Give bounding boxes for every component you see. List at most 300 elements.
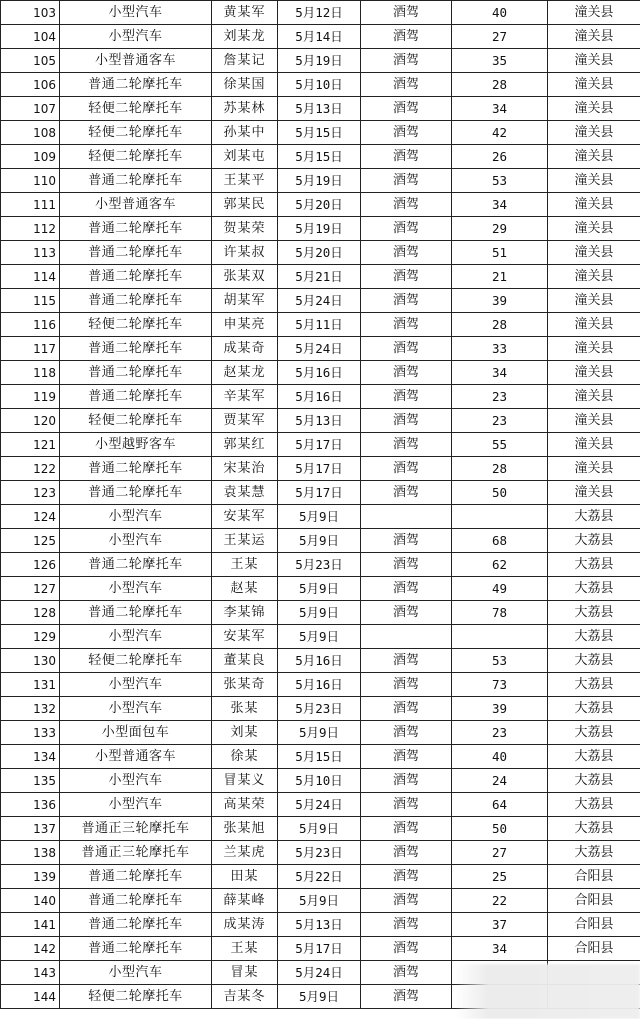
row-number-cell: 110: [1, 169, 60, 193]
table-row: [1, 937, 640, 961]
driver-name-cell: 王某运: [212, 529, 278, 553]
violation-type-cell: 酒驾: [361, 601, 452, 625]
vehicle-type-cell: 普通二轮摩托车: [60, 265, 212, 289]
vehicle-type-cell: 小型汽车: [60, 1, 212, 25]
age-cell: 73: [452, 673, 548, 697]
table-row: [1, 961, 640, 985]
row-number-cell: 103: [1, 1, 60, 25]
date-cell: 5月17日: [278, 481, 361, 505]
table-row: [1, 745, 640, 769]
table-row: [1, 49, 640, 73]
date-cell: 5月12日: [278, 1, 361, 25]
date-cell: 5月13日: [278, 913, 361, 937]
violation-type-cell: 酒驾: [361, 937, 452, 961]
vehicle-type-cell: 轻便二轮摩托车: [60, 121, 212, 145]
vehicle-type-cell: 小型汽车: [60, 673, 212, 697]
violation-type-cell: 酒驾: [361, 241, 452, 265]
age-cell: [452, 985, 548, 1009]
vehicle-type-cell: 轻便二轮摩托车: [60, 649, 212, 673]
county-cell: 大荔县: [548, 673, 640, 697]
vehicle-type-cell: 普通二轮摩托车: [60, 289, 212, 313]
driver-name-cell: 苏某林: [212, 97, 278, 121]
driver-name-cell: 张某旭: [212, 817, 278, 841]
table-row: [1, 169, 640, 193]
table-row: [1, 553, 640, 577]
county-cell: 大荔县: [548, 553, 640, 577]
age-cell: 39: [452, 697, 548, 721]
violation-type-cell: 酒驾: [361, 793, 452, 817]
violation-type-cell: 酒驾: [361, 145, 452, 169]
row-number-cell: 135: [1, 769, 60, 793]
table-row: [1, 529, 640, 553]
table-row: [1, 433, 640, 457]
violation-type-cell: 酒驾: [361, 673, 452, 697]
date-cell: 5月9日: [278, 817, 361, 841]
date-cell: 5月23日: [278, 841, 361, 865]
row-number-cell: 131: [1, 673, 60, 697]
county-cell: 潼关县: [548, 121, 640, 145]
county-cell: 潼关县: [548, 97, 640, 121]
table-row: [1, 649, 640, 673]
driver-name-cell: 吉某冬: [212, 985, 278, 1009]
row-number-cell: 130: [1, 649, 60, 673]
violation-type-cell: 酒驾: [361, 409, 452, 433]
row-number-cell: 107: [1, 97, 60, 121]
date-cell: 5月16日: [278, 385, 361, 409]
date-cell: 5月9日: [278, 985, 361, 1009]
vehicle-type-cell: 普通二轮摩托车: [60, 913, 212, 937]
table-row: [1, 145, 640, 169]
vehicle-type-cell: 小型面包车: [60, 721, 212, 745]
county-cell: 潼关县: [548, 217, 640, 241]
row-number-cell: 129: [1, 625, 60, 649]
driver-name-cell: 袁某慧: [212, 481, 278, 505]
driver-name-cell: 赵某龙: [212, 361, 278, 385]
date-cell: 5月15日: [278, 745, 361, 769]
vehicle-type-cell: 普通正三轮摩托车: [60, 841, 212, 865]
vehicle-type-cell: 小型汽车: [60, 577, 212, 601]
date-cell: 5月23日: [278, 553, 361, 577]
driver-name-cell: 成某涛: [212, 913, 278, 937]
row-number-cell: 133: [1, 721, 60, 745]
row-number-cell: 127: [1, 577, 60, 601]
age-cell: [452, 505, 548, 529]
violation-type-cell: 酒驾: [361, 553, 452, 577]
vehicle-type-cell: 轻便二轮摩托车: [60, 145, 212, 169]
county-cell: 合阳县: [548, 937, 640, 961]
age-cell: 28: [452, 457, 548, 481]
violation-type-cell: 酒驾: [361, 361, 452, 385]
date-cell: 5月9日: [278, 529, 361, 553]
vehicle-type-cell: 普通二轮摩托车: [60, 361, 212, 385]
county-cell: 潼关县: [548, 409, 640, 433]
vehicle-type-cell: 普通二轮摩托车: [60, 481, 212, 505]
county-cell: 潼关县: [548, 49, 640, 73]
violation-type-cell: 酒驾: [361, 73, 452, 97]
driver-name-cell: 安某军: [212, 625, 278, 649]
driver-name-cell: 高某荣: [212, 793, 278, 817]
county-cell: 大荔县: [548, 625, 640, 649]
violation-type-cell: 酒驾: [361, 337, 452, 361]
age-cell: 34: [452, 361, 548, 385]
county-cell: 潼关县: [548, 25, 640, 49]
age-cell: [452, 625, 548, 649]
date-cell: 5月9日: [278, 625, 361, 649]
driver-name-cell: 郭某红: [212, 433, 278, 457]
county-cell: 大荔县: [548, 577, 640, 601]
vehicle-type-cell: 普通二轮摩托车: [60, 73, 212, 97]
age-cell: 53: [452, 169, 548, 193]
vehicle-type-cell: 小型汽车: [60, 961, 212, 985]
date-cell: 5月9日: [278, 889, 361, 913]
table-row: [1, 265, 640, 289]
table-row: [1, 793, 640, 817]
violation-type-cell: 酒驾: [361, 193, 452, 217]
age-cell: 62: [452, 553, 548, 577]
date-cell: 5月9日: [278, 721, 361, 745]
county-cell: 大荔县: [548, 601, 640, 625]
table-row: [1, 577, 640, 601]
vehicle-type-cell: 小型汽车: [60, 793, 212, 817]
age-cell: 34: [452, 937, 548, 961]
county-cell: 潼关县: [548, 337, 640, 361]
row-number-cell: 114: [1, 265, 60, 289]
row-number-cell: 125: [1, 529, 60, 553]
row-number-cell: 141: [1, 913, 60, 937]
date-cell: 5月13日: [278, 97, 361, 121]
county-cell: 潼关县: [548, 241, 640, 265]
age-cell: 23: [452, 721, 548, 745]
vehicle-type-cell: 轻便二轮摩托车: [60, 985, 212, 1009]
date-cell: 5月16日: [278, 361, 361, 385]
vehicle-type-cell: 轻便二轮摩托车: [60, 409, 212, 433]
age-cell: 50: [452, 481, 548, 505]
date-cell: 5月24日: [278, 961, 361, 985]
vehicle-type-cell: 小型普通客车: [60, 193, 212, 217]
age-cell: 23: [452, 409, 548, 433]
violation-type-cell: 酒驾: [361, 985, 452, 1009]
driver-name-cell: 刘某龙: [212, 25, 278, 49]
date-cell: 5月16日: [278, 673, 361, 697]
violation-type-cell: 酒驾: [361, 433, 452, 457]
violation-type-cell: 酒驾: [361, 769, 452, 793]
driver-name-cell: 贺某荣: [212, 217, 278, 241]
violation-type-cell: 酒驾: [361, 457, 452, 481]
date-cell: 5月24日: [278, 289, 361, 313]
age-cell: 28: [452, 73, 548, 97]
row-number-cell: 142: [1, 937, 60, 961]
violation-type-cell: 酒驾: [361, 49, 452, 73]
age-cell: 28: [452, 313, 548, 337]
row-number-cell: 115: [1, 289, 60, 313]
table-row: [1, 97, 640, 121]
violation-type-cell: 酒驾: [361, 217, 452, 241]
vehicle-type-cell: 小型汽车: [60, 625, 212, 649]
driver-name-cell: 贾某军: [212, 409, 278, 433]
date-cell: 5月15日: [278, 145, 361, 169]
violation-type-cell: 酒驾: [361, 313, 452, 337]
age-cell: 27: [452, 841, 548, 865]
table-row: [1, 865, 640, 889]
row-number-cell: 137: [1, 817, 60, 841]
county-cell: 潼关县: [548, 361, 640, 385]
vehicle-type-cell: 小型汽车: [60, 505, 212, 529]
age-cell: 29: [452, 217, 548, 241]
driver-name-cell: 王某: [212, 937, 278, 961]
row-number-cell: 143: [1, 961, 60, 985]
age-cell: 78: [452, 601, 548, 625]
driver-name-cell: 董某良: [212, 649, 278, 673]
date-cell: 5月17日: [278, 433, 361, 457]
age-cell: 37: [452, 913, 548, 937]
age-cell: 64: [452, 793, 548, 817]
age-cell: 50: [452, 817, 548, 841]
county-cell: 潼关县: [548, 73, 640, 97]
vehicle-type-cell: 小型越野客车: [60, 433, 212, 457]
table-row: [1, 241, 640, 265]
table-row: [1, 721, 640, 745]
county-cell: 潼关县: [548, 457, 640, 481]
row-number-cell: 134: [1, 745, 60, 769]
county-cell: 潼关县: [548, 193, 640, 217]
violation-type-cell: 酒驾: [361, 265, 452, 289]
driver-name-cell: 成某奇: [212, 337, 278, 361]
age-cell: 53: [452, 649, 548, 673]
vehicle-type-cell: 普通二轮摩托车: [60, 553, 212, 577]
row-number-cell: 116: [1, 313, 60, 337]
violation-type-cell: 酒驾: [361, 289, 452, 313]
table-row: [1, 337, 640, 361]
date-cell: 5月14日: [278, 25, 361, 49]
driver-name-cell: 孙某中: [212, 121, 278, 145]
vehicle-type-cell: 普通二轮摩托车: [60, 865, 212, 889]
driver-name-cell: 王某平: [212, 169, 278, 193]
age-cell: 27: [452, 25, 548, 49]
violation-type-cell: 酒驾: [361, 529, 452, 553]
vehicle-type-cell: 轻便二轮摩托车: [60, 313, 212, 337]
violation-type-cell: 酒驾: [361, 697, 452, 721]
table-row: [1, 601, 640, 625]
vehicle-type-cell: 小型汽车: [60, 25, 212, 49]
table-row: [1, 25, 640, 49]
vehicle-type-cell: 小型汽车: [60, 697, 212, 721]
age-cell: 49: [452, 577, 548, 601]
date-cell: 5月17日: [278, 457, 361, 481]
table-row: [1, 889, 640, 913]
violation-type-cell: 酒驾: [361, 577, 452, 601]
age-cell: 40: [452, 745, 548, 769]
age-cell: 34: [452, 193, 548, 217]
table-row: [1, 313, 640, 337]
vehicle-type-cell: 普通二轮摩托车: [60, 217, 212, 241]
county-cell: 潼关县: [548, 169, 640, 193]
age-cell: 22: [452, 889, 548, 913]
county-cell: [548, 961, 640, 985]
row-number-cell: 138: [1, 841, 60, 865]
violation-type-cell: 酒驾: [361, 1, 452, 25]
driver-name-cell: 王某: [212, 553, 278, 577]
county-cell: 合阳县: [548, 865, 640, 889]
violation-type-cell: 酒驾: [361, 721, 452, 745]
table-row: [1, 673, 640, 697]
age-cell: 55: [452, 433, 548, 457]
county-cell: 大荔县: [548, 817, 640, 841]
driver-name-cell: 郭某民: [212, 193, 278, 217]
date-cell: 5月16日: [278, 649, 361, 673]
age-cell: [452, 961, 548, 985]
vehicle-type-cell: 普通正三轮摩托车: [60, 817, 212, 841]
county-cell: 潼关县: [548, 1, 640, 25]
driver-name-cell: 赵某: [212, 577, 278, 601]
date-cell: 5月10日: [278, 769, 361, 793]
vehicle-type-cell: 小型普通客车: [60, 745, 212, 769]
row-number-cell: 136: [1, 793, 60, 817]
violation-type-cell: 酒驾: [361, 97, 452, 121]
row-number-cell: 121: [1, 433, 60, 457]
vehicle-type-cell: 轻便二轮摩托车: [60, 97, 212, 121]
county-cell: 潼关县: [548, 265, 640, 289]
table-row: [1, 217, 640, 241]
age-cell: 39: [452, 289, 548, 313]
date-cell: 5月19日: [278, 169, 361, 193]
age-cell: 33: [452, 337, 548, 361]
driver-name-cell: 兰某虎: [212, 841, 278, 865]
date-cell: 5月23日: [278, 697, 361, 721]
table-row: [1, 73, 640, 97]
row-number-cell: 117: [1, 337, 60, 361]
date-cell: 5月17日: [278, 937, 361, 961]
driver-name-cell: 申某亮: [212, 313, 278, 337]
county-cell: 潼关县: [548, 433, 640, 457]
table-row: [1, 841, 640, 865]
age-cell: 34: [452, 97, 548, 121]
violation-type-cell: 酒驾: [361, 745, 452, 769]
table-row: [1, 769, 640, 793]
violation-type-cell: 酒驾: [361, 841, 452, 865]
row-number-cell: 112: [1, 217, 60, 241]
county-cell: 潼关县: [548, 289, 640, 313]
row-number-cell: 119: [1, 385, 60, 409]
table-row: [1, 985, 640, 1009]
violation-type-cell: 酒驾: [361, 865, 452, 889]
date-cell: 5月24日: [278, 337, 361, 361]
date-cell: 5月19日: [278, 49, 361, 73]
row-number-cell: 126: [1, 553, 60, 577]
driver-name-cell: 许某叔: [212, 241, 278, 265]
age-cell: 24: [452, 769, 548, 793]
violation-type-cell: [361, 625, 452, 649]
age-cell: 51: [452, 241, 548, 265]
date-cell: 5月15日: [278, 121, 361, 145]
row-number-cell: 111: [1, 193, 60, 217]
vehicle-type-cell: 普通二轮摩托车: [60, 889, 212, 913]
table-row: [1, 505, 640, 529]
table-row: [1, 361, 640, 385]
table-row: [1, 385, 640, 409]
table-row: [1, 697, 640, 721]
vehicle-type-cell: 普通二轮摩托车: [60, 169, 212, 193]
row-number-cell: 123: [1, 481, 60, 505]
driver-name-cell: 田某: [212, 865, 278, 889]
county-cell: 大荔县: [548, 529, 640, 553]
driver-name-cell: 宋某治: [212, 457, 278, 481]
date-cell: 5月9日: [278, 577, 361, 601]
table-row: [1, 289, 640, 313]
county-cell: 大荔县: [548, 649, 640, 673]
row-number-cell: 140: [1, 889, 60, 913]
table-row: [1, 913, 640, 937]
row-number-cell: 144: [1, 985, 60, 1009]
date-cell: 5月10日: [278, 73, 361, 97]
violation-type-cell: 酒驾: [361, 889, 452, 913]
age-cell: 40: [452, 1, 548, 25]
driver-name-cell: 冒某: [212, 961, 278, 985]
violation-type-cell: [361, 505, 452, 529]
table-row: [1, 193, 640, 217]
date-cell: 5月11日: [278, 313, 361, 337]
county-cell: 大荔县: [548, 721, 640, 745]
date-cell: 5月9日: [278, 601, 361, 625]
county-cell: 大荔县: [548, 745, 640, 769]
county-cell: 大荔县: [548, 793, 640, 817]
driver-name-cell: 冒某义: [212, 769, 278, 793]
violation-type-cell: 酒驾: [361, 817, 452, 841]
row-number-cell: 122: [1, 457, 60, 481]
driver-name-cell: 胡某军: [212, 289, 278, 313]
table-row: [1, 121, 640, 145]
table-row: [1, 817, 640, 841]
date-cell: 5月21日: [278, 265, 361, 289]
county-cell: 大荔县: [548, 697, 640, 721]
driver-name-cell: 刘某: [212, 721, 278, 745]
row-number-cell: 118: [1, 361, 60, 385]
violation-type-cell: 酒驾: [361, 961, 452, 985]
vehicle-type-cell: 普通二轮摩托车: [60, 337, 212, 361]
table-row: [1, 409, 640, 433]
driver-name-cell: 黄某军: [212, 1, 278, 25]
county-cell: 大荔县: [548, 505, 640, 529]
driver-name-cell: 安某军: [212, 505, 278, 529]
violation-type-cell: 酒驾: [361, 121, 452, 145]
age-cell: 35: [452, 49, 548, 73]
row-number-cell: 108: [1, 121, 60, 145]
driver-name-cell: 张某奇: [212, 673, 278, 697]
county-cell: 潼关县: [548, 385, 640, 409]
age-cell: 42: [452, 121, 548, 145]
vehicle-type-cell: 普通二轮摩托车: [60, 937, 212, 961]
vehicle-type-cell: 小型普通客车: [60, 49, 212, 73]
date-cell: 5月20日: [278, 193, 361, 217]
vehicle-type-cell: 普通二轮摩托车: [60, 601, 212, 625]
row-number-cell: 132: [1, 697, 60, 721]
table-row: [1, 457, 640, 481]
violation-type-cell: 酒驾: [361, 481, 452, 505]
driver-name-cell: 张某双: [212, 265, 278, 289]
violation-type-cell: 酒驾: [361, 25, 452, 49]
driver-name-cell: 詹某记: [212, 49, 278, 73]
table-body: [1, 1, 640, 1009]
vehicle-type-cell: 小型汽车: [60, 529, 212, 553]
county-cell: 合阳县: [548, 889, 640, 913]
vehicle-type-cell: 小型汽车: [60, 769, 212, 793]
row-number-cell: 104: [1, 25, 60, 49]
driver-name-cell: 徐某国: [212, 73, 278, 97]
vehicle-type-cell: 普通二轮摩托车: [60, 241, 212, 265]
violation-type-cell: 酒驾: [361, 385, 452, 409]
driver-name-cell: 徐某: [212, 745, 278, 769]
age-cell: 21: [452, 265, 548, 289]
vehicle-type-cell: 普通二轮摩托车: [60, 385, 212, 409]
